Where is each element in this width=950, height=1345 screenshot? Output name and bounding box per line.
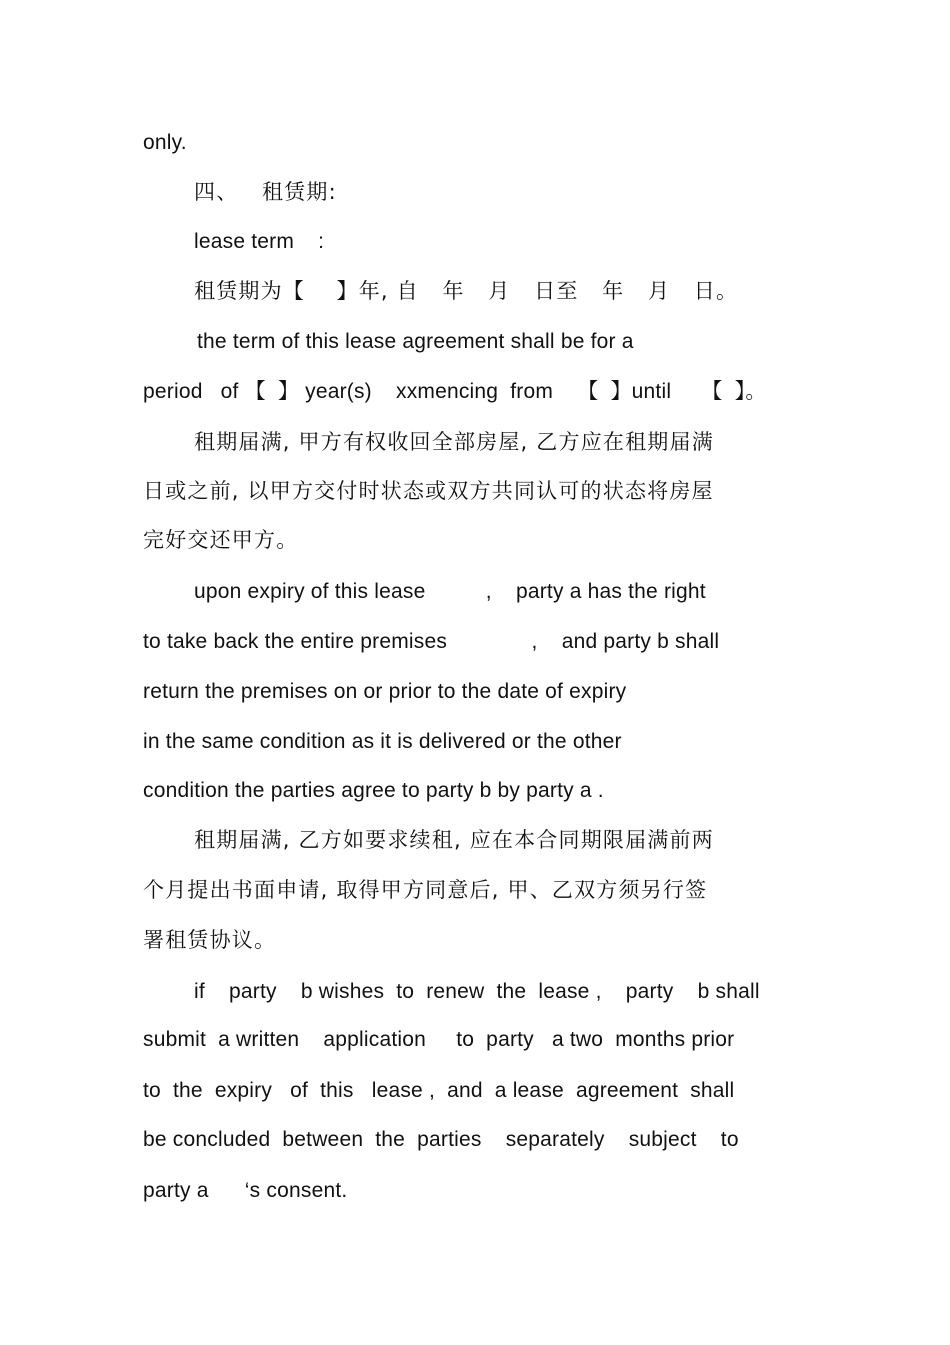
text-line: condition the parties agree to party b by party a . [143,779,604,802]
text-line: if party b wishes to renew the lease , party b shall [194,980,760,1003]
text-line: only. [143,131,187,154]
text-line: 日或之前, 以甲方交付时状态或双方共同认可的状态将房屋 [143,479,714,503]
section-heading-en: lease term : [194,230,325,253]
text-line: 完好交还甲方。 [143,528,299,552]
text-line: upon expiry of this lease , party a has the right [194,580,706,603]
text-line: 个月提出书面申请, 取得甲方同意后, 甲、乙双方须另行签 [143,878,708,902]
text-line: in the same condition as it is delivered or the other [143,730,622,753]
text-line: 租期届满, 乙方如要求续租, 应在本合同期限届满前两 [194,828,714,852]
text-line: return the premises on or prior to the date of expiry [143,680,627,703]
text-line: 租赁期为【 】年, 自 年 月 日至 年 月 日。 [194,279,739,303]
text-line: 租期届满, 甲方有权收回全部房屋, 乙方应在租期届满 [194,430,714,454]
text-line: party a ‘s consent. [143,1179,348,1202]
text-line: 署租赁协议。 [143,928,277,952]
text-line: be concluded between the parties separately subject to [143,1128,739,1151]
text-line: to take back the entire premises , and party b shall [143,630,720,653]
section-heading: 四、 租赁期: [194,180,337,204]
text-line: to the expiry of this lease , and a lease agreement shall [143,1079,735,1102]
text-line: submit a written application to party a two months prior [143,1028,735,1051]
text-line: period of 【 】 year(s) xxmencing from 【 】until 【 】。 [143,380,767,403]
text-line: the term of this lease agreement shall be for a [197,330,634,353]
